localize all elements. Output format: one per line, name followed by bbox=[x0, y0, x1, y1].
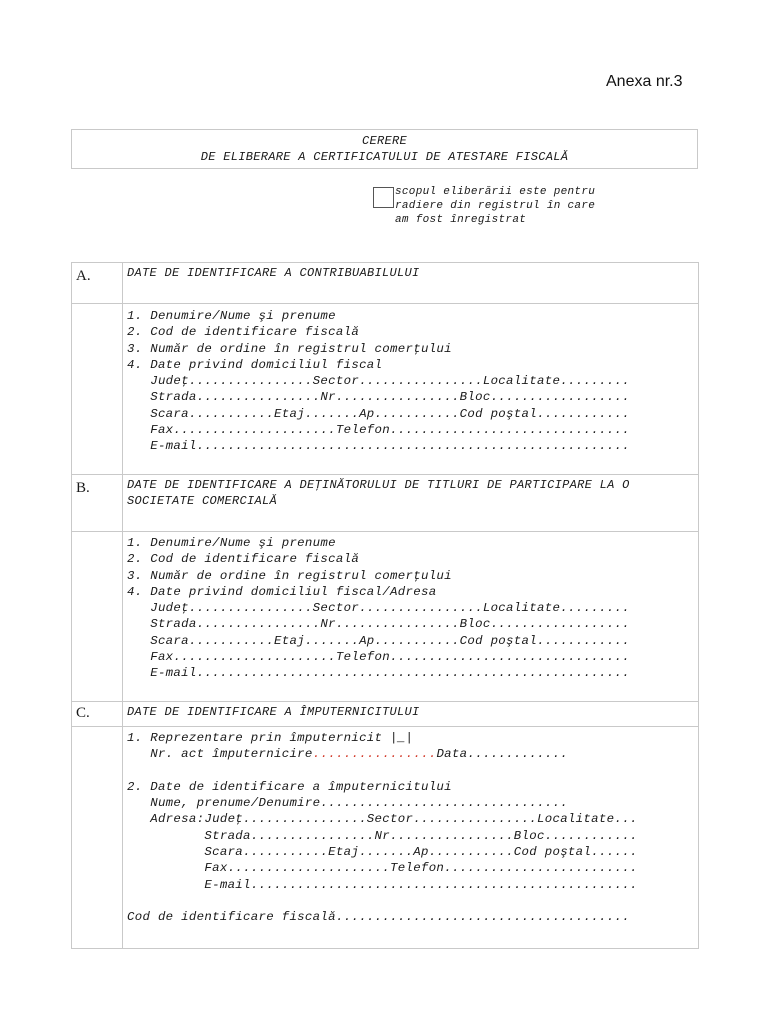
field-line[interactable]: E-mail.................................................. bbox=[127, 877, 638, 892]
field-line[interactable]: 4. Date privind domiciliul fiscal bbox=[127, 357, 383, 372]
section-c-header-row bbox=[72, 702, 698, 727]
section-c bbox=[71, 701, 699, 949]
field-line[interactable]: E-mail........................................................ bbox=[127, 439, 630, 454]
section-a bbox=[71, 262, 699, 475]
field-line[interactable]: Judeţ................Sector................Localitate......... bbox=[127, 601, 630, 616]
annex-number: Anexa nr.3 bbox=[606, 73, 683, 90]
section-b-heading-line-1: DATE DE IDENTIFICARE A DEŢINĂTORULUI DE TITLURI DE PARTICIPARE LA O bbox=[127, 478, 630, 492]
field-line[interactable]: Judeţ................Sector................Localitate......... bbox=[127, 374, 630, 389]
section-c-letter-blank bbox=[72, 727, 123, 948]
field-line[interactable]: Fax.....................Telefon............................... bbox=[127, 650, 630, 665]
field-line[interactable]: Scara...........Etaj.......Ap...........Cod poştal............ bbox=[127, 633, 630, 648]
field-line[interactable]: 2. Cod de identificare fiscală bbox=[127, 325, 360, 340]
section-b-letter-blank bbox=[72, 532, 123, 702]
purpose-line: scopul eliberării este pentru bbox=[395, 186, 596, 198]
authorization-act-line[interactable] bbox=[127, 746, 698, 762]
field-line[interactable]: 2. Cod de identificare fiscală bbox=[127, 552, 360, 567]
section-b-header-row bbox=[72, 475, 698, 532]
purpose-line: am fost înregistrat bbox=[395, 214, 527, 226]
authorization-act-number-field[interactable]: ................ bbox=[312, 747, 437, 762]
section-b-heading bbox=[123, 475, 698, 531]
authorization-act-label: Nr. act împuternicire bbox=[127, 747, 313, 762]
section-b-letter: B. bbox=[72, 475, 123, 531]
section-a-body-row bbox=[72, 304, 698, 475]
field-line[interactable]: Fax.....................Telefon............................... bbox=[127, 423, 630, 438]
section-b bbox=[71, 474, 699, 702]
section-a-heading: DATE DE IDENTIFICARE A CONTRIBUABILULUI bbox=[127, 266, 420, 280]
field-line[interactable]: E-mail........................................................ bbox=[127, 666, 630, 681]
section-c-body-row bbox=[72, 727, 698, 948]
form-title-line-2: DE ELIBERARE A CERTIFICATULUI DE ATESTARE FISCALĂ bbox=[200, 150, 569, 164]
field-line[interactable]: Strada................Nr................Bloc.................. bbox=[127, 617, 630, 632]
authorization-date-field[interactable]: Data............. bbox=[436, 747, 568, 762]
form-title-line-1: CERERE bbox=[361, 134, 407, 148]
fiscal-code-line[interactable]: Cod de identificare fiscală...................................... bbox=[127, 910, 630, 925]
field-line[interactable]: Strada................Nr................Bloc............ bbox=[127, 828, 638, 843]
field-line[interactable]: 3. Număr de ordine în registrul comerţului bbox=[127, 341, 452, 356]
section-a-letter-blank bbox=[72, 304, 123, 475]
field-line[interactable]: 3. Număr de ordine în registrul comerţului bbox=[127, 568, 452, 583]
field-line[interactable]: 1. Denumire/Nume şi prenume bbox=[127, 536, 336, 550]
section-c-fields bbox=[123, 727, 698, 948]
section-b-body-row bbox=[72, 532, 698, 702]
blank-line bbox=[127, 763, 698, 779]
field-line[interactable]: Fax.....................Telefon......................... bbox=[127, 861, 638, 876]
section-a-letter: A. bbox=[72, 263, 123, 303]
representation-checkbox-line[interactable]: 1. Reprezentare prin împuternicit |_| bbox=[127, 731, 414, 745]
field-line[interactable]: Strada................Nr................Bloc.................. bbox=[127, 390, 630, 405]
blank-line bbox=[127, 893, 698, 909]
field-line[interactable]: Adresa:Judeţ................Sector................Localitate... bbox=[127, 812, 638, 827]
field-line: 2. Date de identificare a împuternicitului bbox=[127, 779, 452, 794]
field-line[interactable]: Nume, prenume/Denumire................................ bbox=[127, 796, 568, 811]
purpose-text bbox=[395, 185, 595, 227]
section-a-header-row bbox=[72, 263, 698, 304]
section-b-fields bbox=[123, 532, 698, 702]
field-line[interactable]: Scara...........Etaj.......Ap...........Cod poştal...... bbox=[127, 845, 638, 860]
field-line[interactable]: 1. Denumire/Nume şi prenume bbox=[127, 309, 336, 323]
form-title-box bbox=[71, 129, 698, 169]
purpose-checkbox[interactable] bbox=[373, 187, 394, 208]
section-c-letter: C. bbox=[72, 702, 123, 726]
field-line[interactable]: Scara...........Etaj.......Ap...........Cod poştal............ bbox=[127, 406, 630, 421]
purpose-line: radiere din registrul în care bbox=[395, 200, 596, 212]
section-c-heading: DATE DE IDENTIFICARE A ÎMPUTERNICITULUI bbox=[127, 705, 420, 719]
section-a-fields bbox=[123, 304, 698, 475]
field-line[interactable]: 4. Date privind domiciliul fiscal/Adresa bbox=[127, 584, 437, 599]
section-b-heading-line-2: SOCIETATE COMERCIALĂ bbox=[127, 494, 278, 508]
